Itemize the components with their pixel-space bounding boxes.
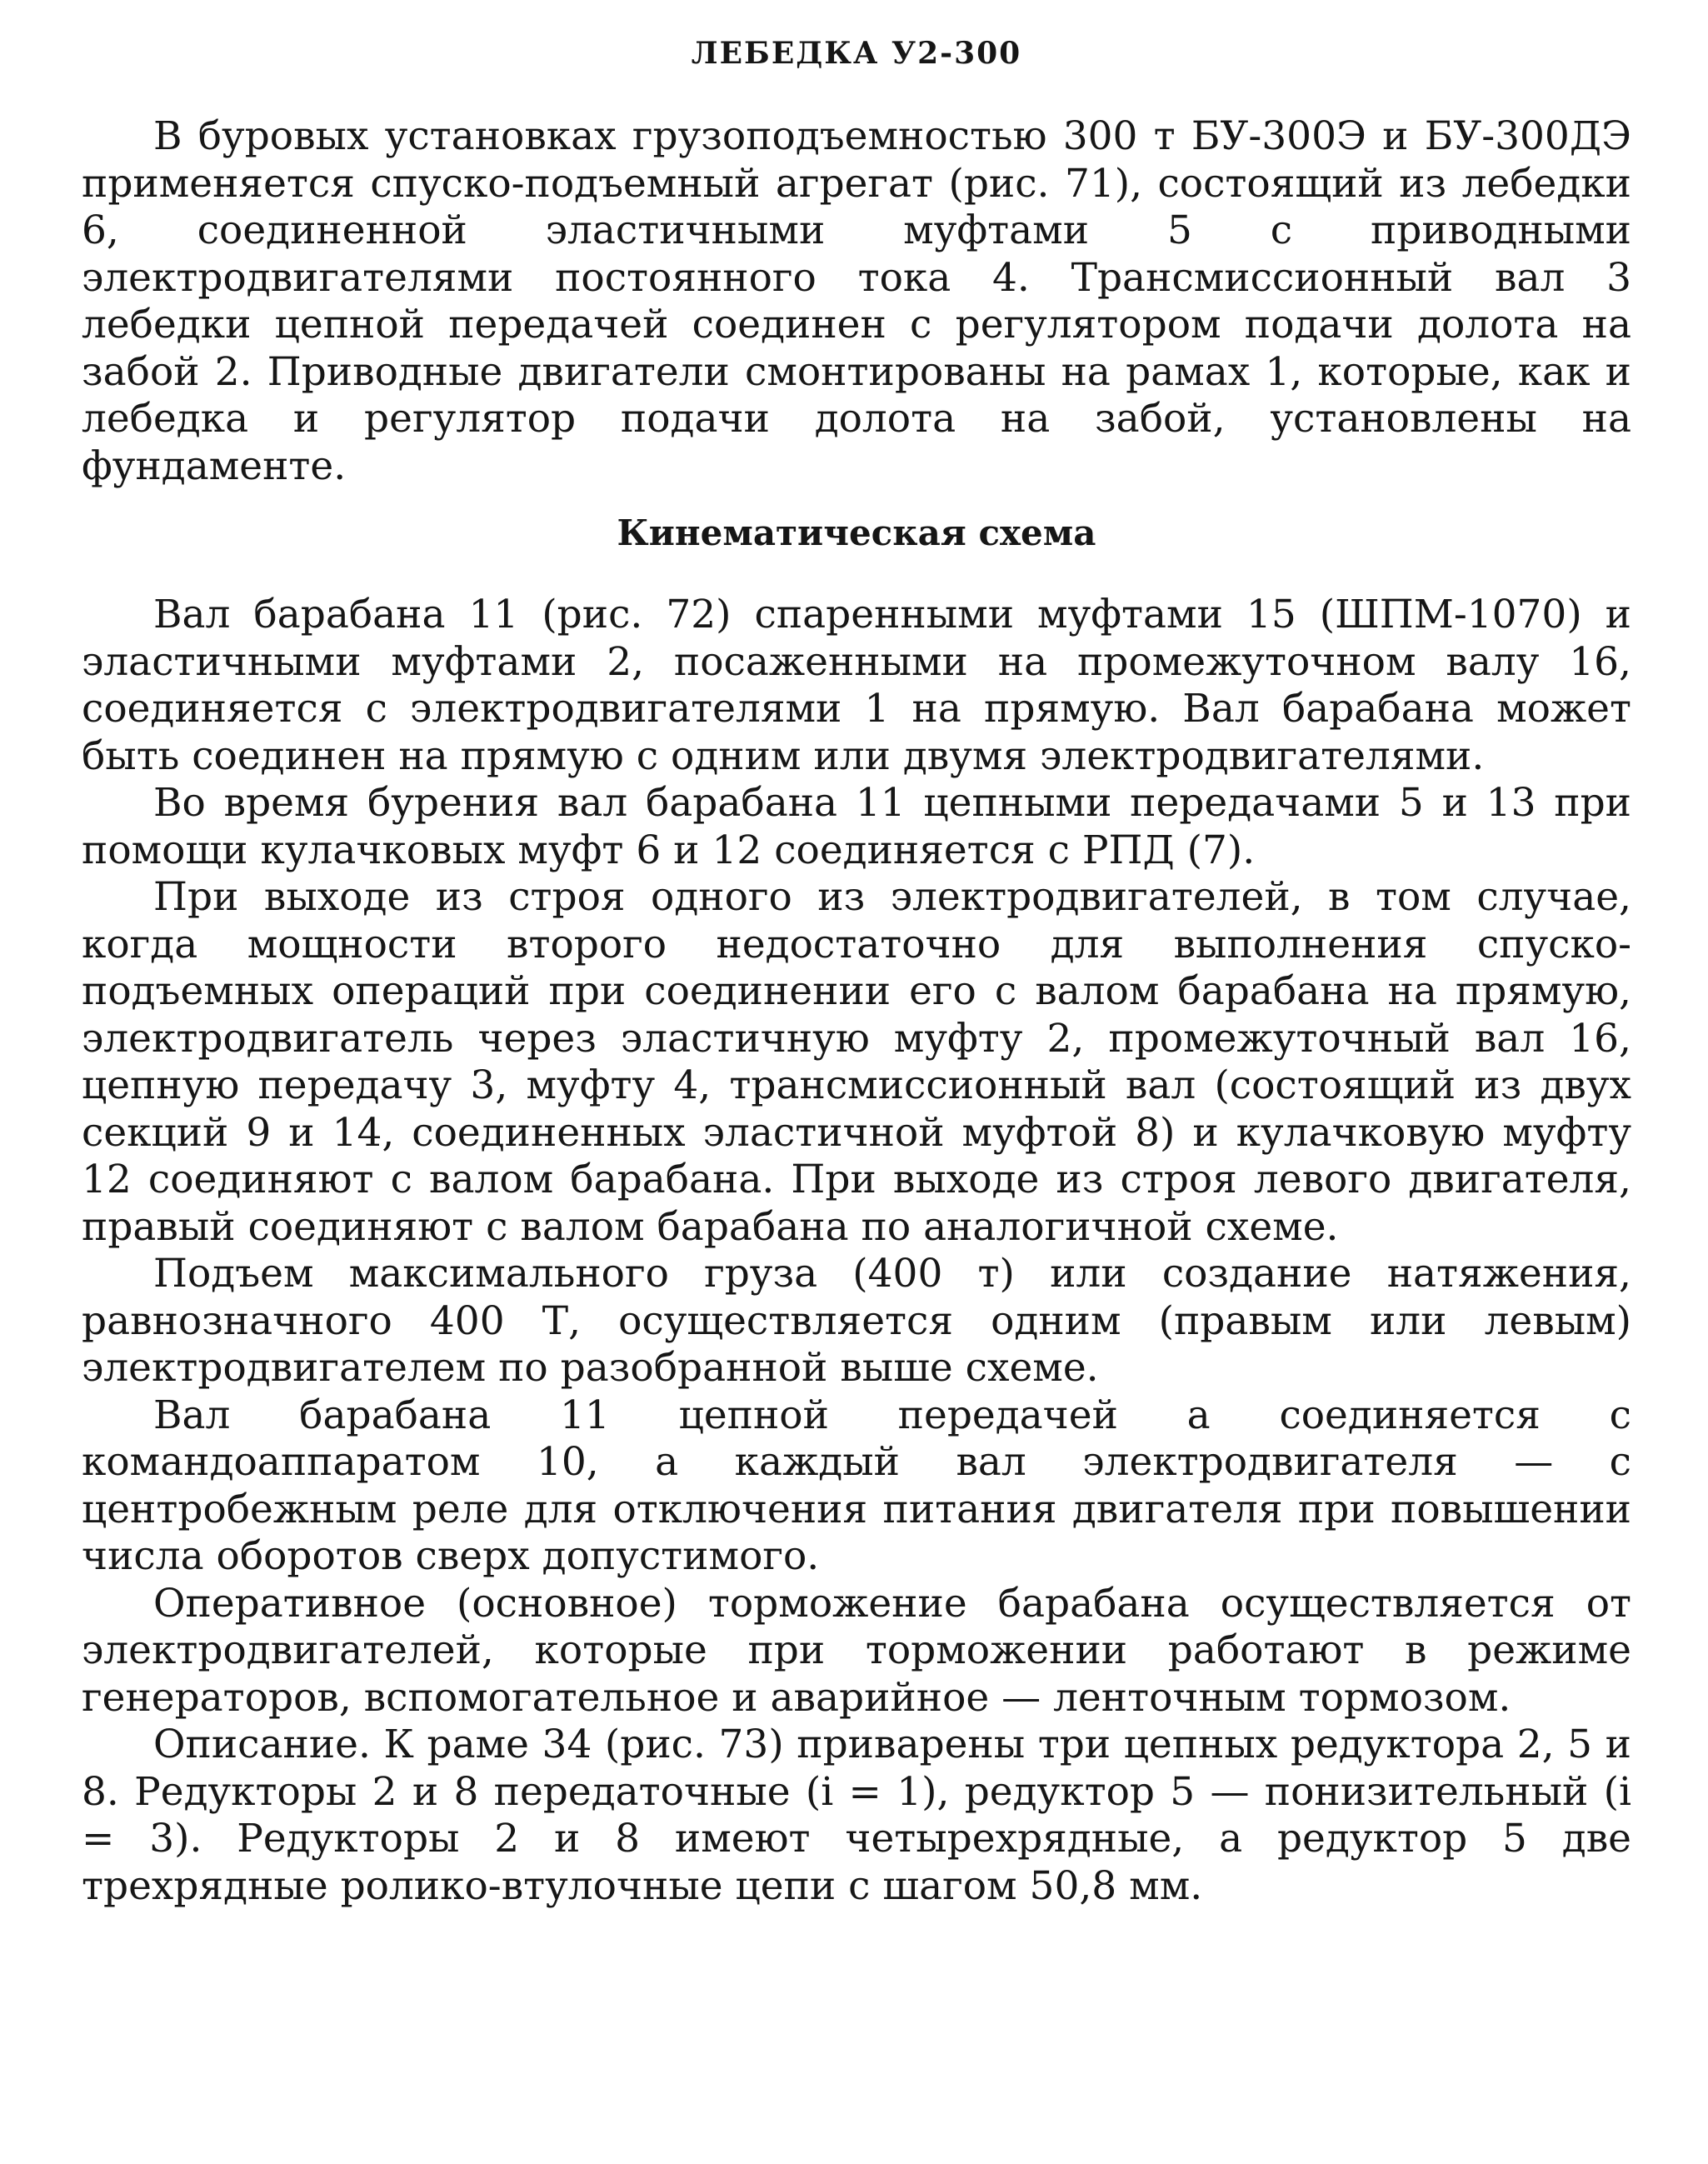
page-title: ЛЕБЕДКА У2-300 — [691, 36, 1022, 71]
paragraph-drum-shaft: Вал барабана 11 (рис. 72) спаренными муфтами 15 (ШПМ-1070) и эластичными муфтами 2, посаженными на промежуточном валу 16, соединяется с электродвигателями 1 на прямую. Вал барабана может быть соединен на прямую с одним или двумя электродвигателями. — [82, 592, 1631, 779]
paragraph-drilling: Во время бурения вал барабана 11 цепными передачами 5 и 13 при помощи кулачковых муфт 6 и 12 соединяется с РПД (7). — [82, 780, 1631, 873]
paragraph-max-load: Подъем максимального груза (400 т) или создание натяжения, равнозначного 400 Т, осуществляется одним (правым или левым) электродвигателем по разобранной выше схеме. — [82, 1251, 1631, 1391]
section-heading: Кинематическая схема — [617, 512, 1096, 553]
document-page — [82, 23, 1631, 1910]
paragraph-command-apparatus: Вал барабана 11 цепной передачей а соединяется с командоаппаратом 10, а каждый вал электродвигателя — с центробежным реле для отключения питания двигателя при повышении числа оборотов сверх допустимого. — [82, 1392, 1631, 1579]
paragraph-braking: Оперативное (основное) торможение барабана осуществляется от электродвигателей, которые при торможении работают в режиме генераторов, вспомогательное и аварийное — ленточным тормозом. — [82, 1580, 1631, 1721]
paragraph-description: Описание. К раме 34 (рис. 73) приварены три цепных редуктора 2, 5 и 8. Редукторы 2 и 8 передаточные (i = 1), редуктор 5 — понизительный (i = 3). Редукторы 2 и 8 имеют четырехрядные, а редуктор 5 две трехрядные ролико-втулочные цепи с шагом 50,8 мм. — [82, 1722, 1631, 1909]
paragraph-motor-failure: При выходе из строя одного из электродвигателей, в том случае, когда мощности второго недостаточно для выполнения спуско-подъемных операций при соединении его с валом барабана на прямую, электродвигатель через эластичную муфту 2, промежуточный вал 16, цепную передачу 3, муфту 4, трансмиссионный вал (состоящий из двух секций 9 и 14, соединенных эластичной муфтой 8) и кулачковую муфту 12 соединяют с валом барабана. При выходе из строя левого двигателя, правый соединяют с валом барабана по аналогичной схеме. — [82, 874, 1631, 1250]
paragraph-intro: В буровых установках грузоподъемностью 300 т БУ-300Э и БУ-300ДЭ применяется спуско-подъемный агрегат (рис. 71), состоящий из лебедки 6, соединенной эластичными муфтами 5 с приводными электродвигателями постоянного тока 4. Трансмиссионный вал 3 лебедки цепной передачей соединен с регулятором подачи долота на забой 2. Приводные двигатели смонтированы на рамах 1, которые, как и лебедка и регулятор подачи долота на забой, установлены на фундаменте. — [82, 113, 1631, 489]
